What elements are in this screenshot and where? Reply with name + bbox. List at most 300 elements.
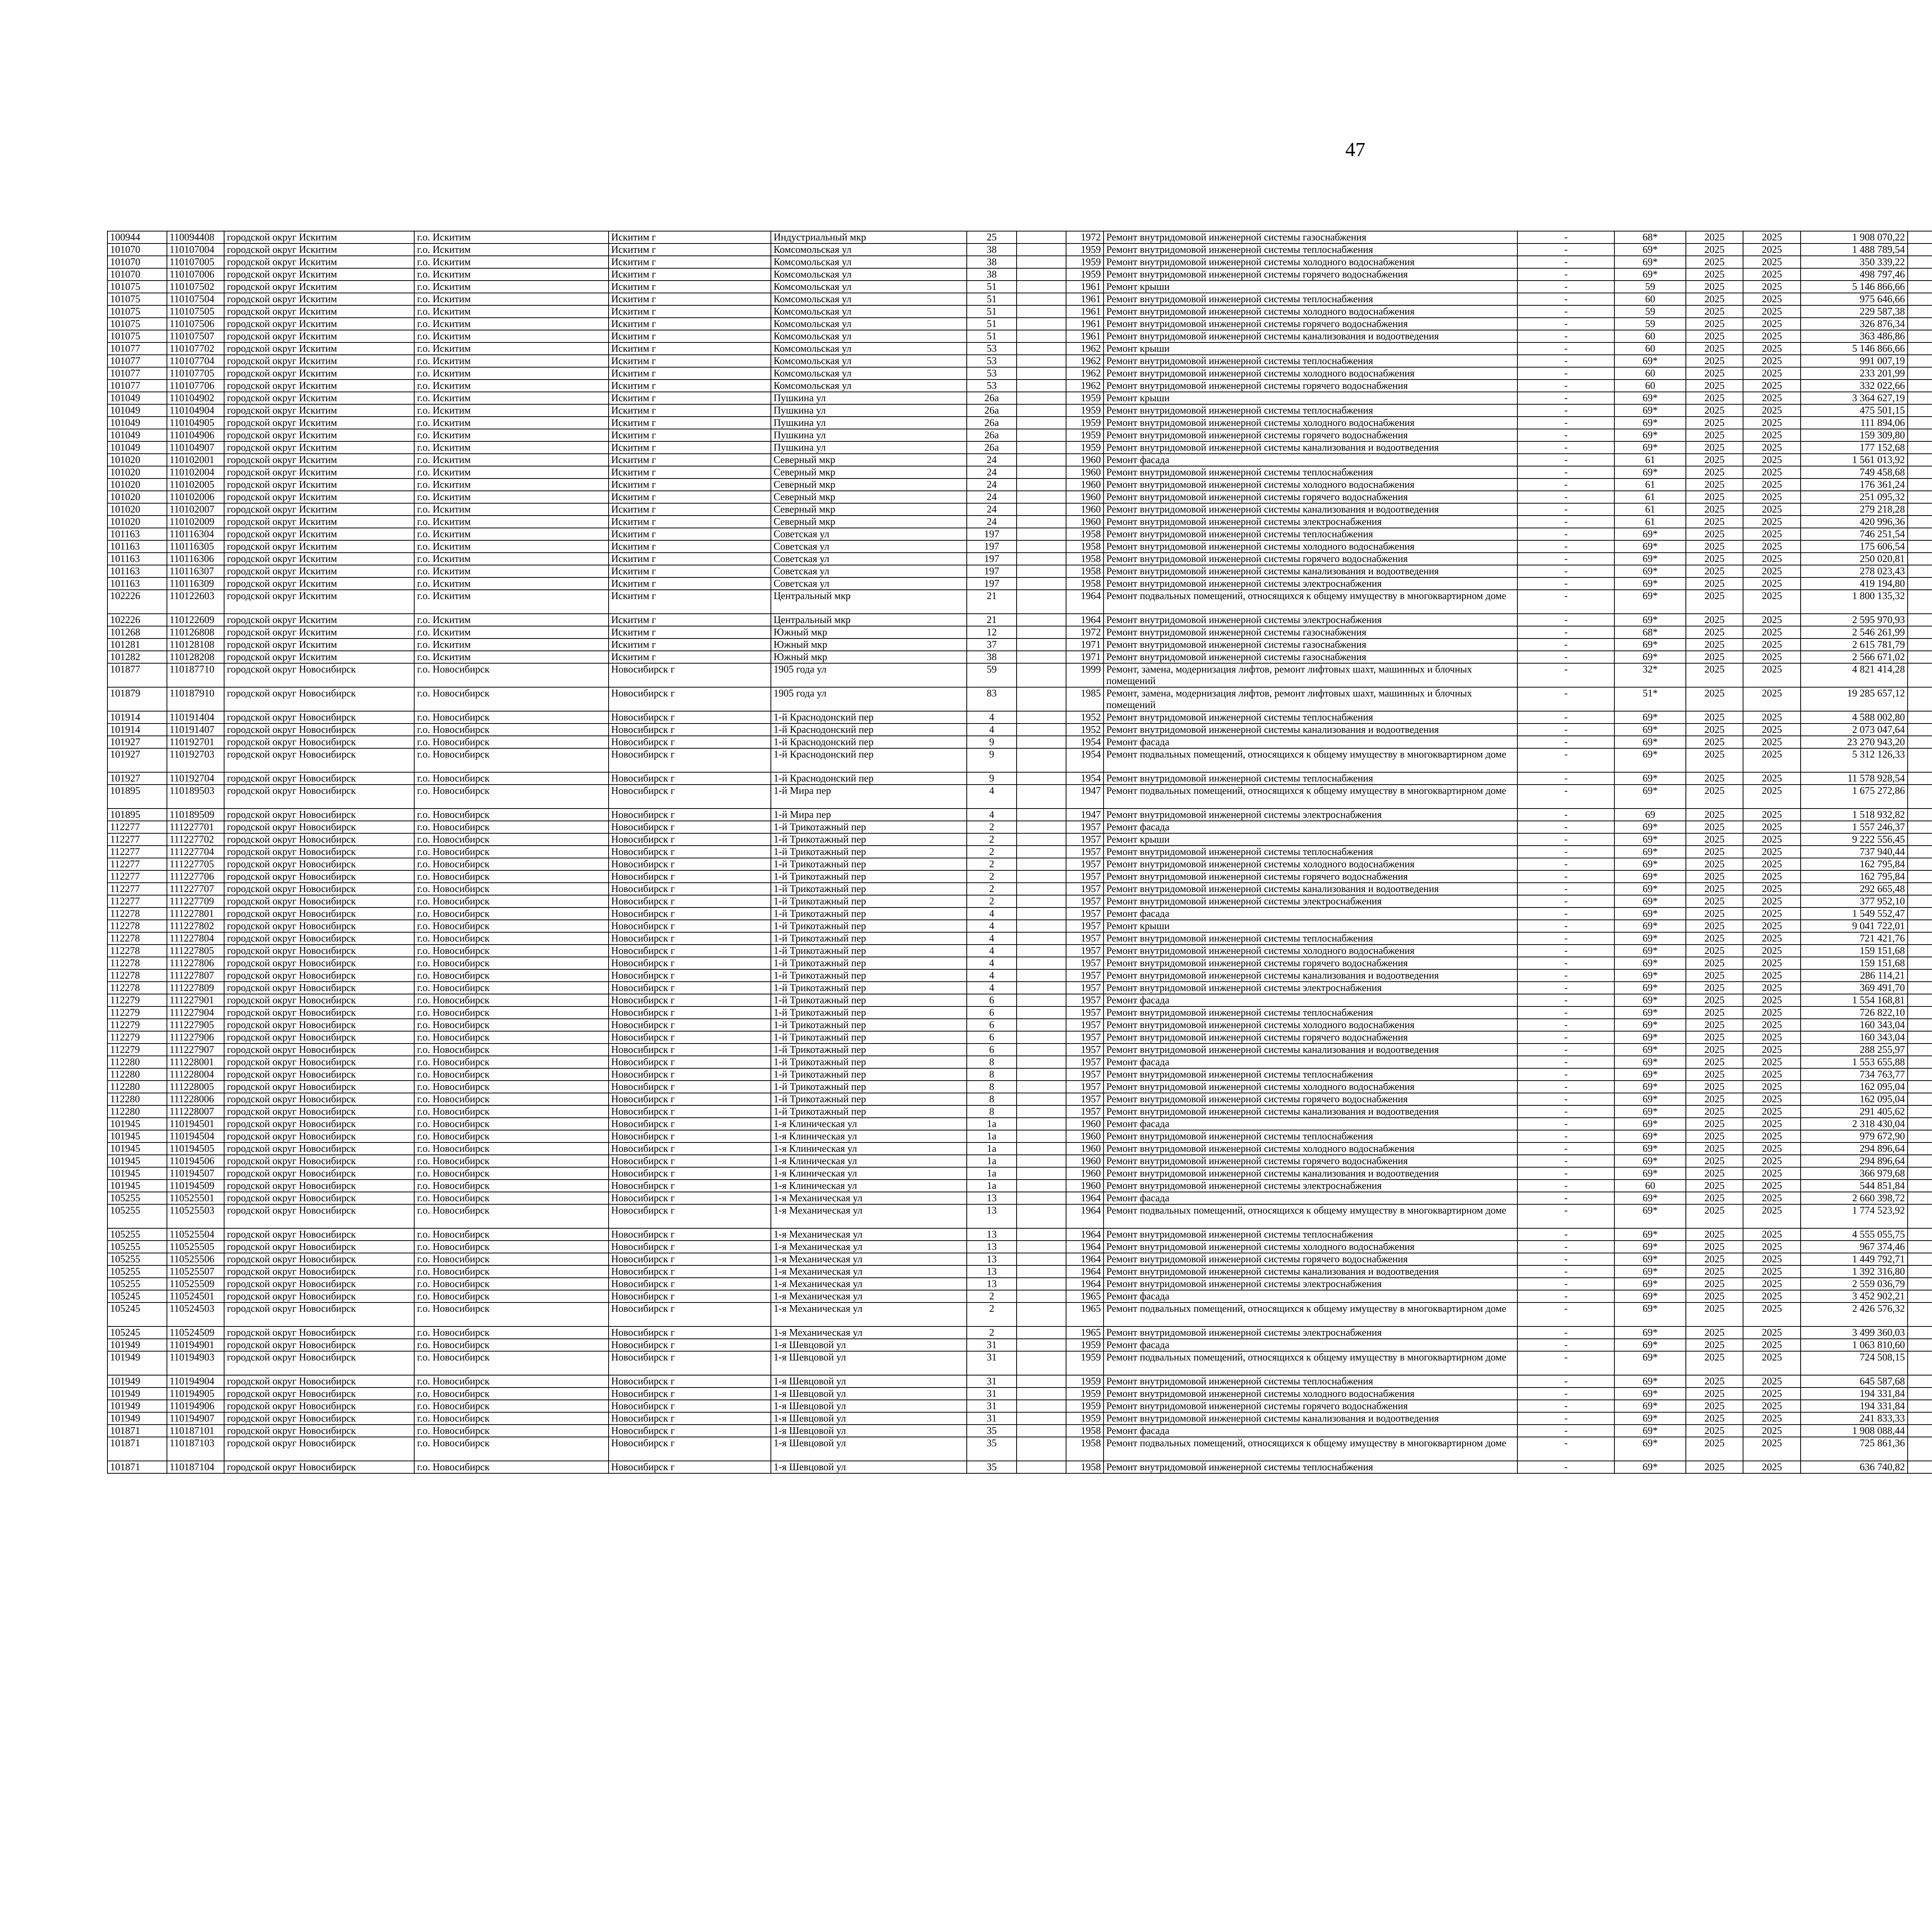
cell-year-built: 1957 [1066, 1006, 1104, 1019]
cell-work-type: Ремонт фасада [1104, 1290, 1517, 1302]
cell-house-id: 105245 [107, 1290, 167, 1302]
table-row [107, 736, 1932, 748]
cell-building [1017, 503, 1066, 516]
cell-total-cost: 175 606,54 [1801, 540, 1908, 553]
cell-work-id: 111228005 [167, 1081, 224, 1093]
cell-municipal-district: городской округ Новосибирск [224, 1290, 414, 1302]
cell-work-type: Ремонт внутридомовой инженерной системы канализования и водоотведения [1104, 565, 1517, 577]
table-row [107, 687, 1932, 711]
cell-end-year: 2025 [1743, 748, 1801, 772]
cell-unit: - [1517, 895, 1614, 907]
cell-municipality: г.о. Новосибирск [414, 1093, 608, 1105]
cell-total-cost: 292 665,48 [1801, 883, 1908, 895]
cell-street: 1-я Механическая ул [771, 1192, 967, 1204]
cell-work-id: 110187104 [167, 1461, 224, 1473]
cell-street: 1-й Трикотажный пер [771, 846, 967, 858]
cell-house-id: 101927 [107, 772, 167, 785]
cell-street: 1-й Трикотажный пер [771, 821, 967, 833]
cell-start-year: 2025 [1686, 785, 1743, 809]
cell-end-year: 2025 [1743, 268, 1801, 281]
cell-year-built: 1957 [1066, 870, 1104, 883]
cell-municipality: г.о. Новосибирск [414, 982, 608, 994]
cell-house-number: 31 [967, 1339, 1016, 1351]
cell-wear-percent: 59 [1614, 281, 1686, 293]
table-row [107, 870, 1932, 883]
cell-total-cost: 294 896,64 [1801, 1155, 1908, 1167]
table-row [107, 1290, 1932, 1302]
cell-house-id: 101927 [107, 748, 167, 772]
cell-wear-percent: 69* [1614, 1388, 1686, 1400]
cell-end-year: 2025 [1743, 553, 1801, 565]
cell-work-type: Ремонт фасада [1104, 1192, 1517, 1204]
cell-total-cost: 419 194,80 [1801, 577, 1908, 590]
cell-wear-percent: 69* [1614, 1006, 1686, 1019]
cell-fund-cost [1908, 281, 1932, 293]
cell-municipality: г.о. Новосибирск [414, 1118, 608, 1130]
cell-end-year: 2025 [1743, 1290, 1801, 1302]
cell-fund-cost [1908, 785, 1932, 809]
cell-municipality: г.о. Новосибирск [414, 1130, 608, 1142]
cell-building [1017, 1412, 1066, 1425]
cell-settlement: Искитим г [609, 342, 771, 355]
cell-year-built: 1960 [1066, 1155, 1104, 1167]
cell-work-id: 110525501 [167, 1192, 224, 1204]
cell-total-cost: 2 660 398,72 [1801, 1192, 1908, 1204]
cell-municipal-district: городской округ Новосибирск [224, 748, 414, 772]
cell-wear-percent: 51* [1614, 687, 1686, 711]
cell-start-year: 2025 [1686, 846, 1743, 858]
cell-building [1017, 1068, 1066, 1081]
cell-work-type: Ремонт внутридомовой инженерной системы горячего водоснабжения [1104, 1093, 1517, 1105]
table-row [107, 833, 1932, 846]
cell-work-type: Ремонт внутридомовой инженерной системы холодного водоснабжения [1104, 945, 1517, 957]
cell-unit: - [1517, 1278, 1614, 1290]
cell-settlement: Новосибирск г [609, 833, 771, 846]
cell-end-year: 2025 [1743, 330, 1801, 342]
cell-municipality: г.о. Новосибирск [414, 907, 608, 920]
cell-municipality: г.о. Новосибирск [414, 724, 608, 736]
cell-work-id: 110191404 [167, 711, 224, 724]
cell-total-cost: 3 499 360,03 [1801, 1326, 1908, 1339]
cell-settlement: Новосибирск г [609, 1180, 771, 1192]
cell-start-year: 2025 [1686, 809, 1743, 821]
cell-work-type: Ремонт фасада [1104, 1339, 1517, 1351]
cell-unit: - [1517, 342, 1614, 355]
cell-municipal-district: городской округ Новосибирск [224, 1412, 414, 1425]
cell-settlement: Искитим г [609, 577, 771, 590]
cell-unit: - [1517, 994, 1614, 1006]
cell-settlement: Новосибирск г [609, 1093, 771, 1105]
cell-fund-cost [1908, 404, 1932, 417]
cell-house-id: 101075 [107, 330, 167, 342]
cell-unit: - [1517, 1302, 1614, 1326]
cell-end-year: 2025 [1743, 355, 1801, 367]
cell-settlement: Новосибирск г [609, 907, 771, 920]
cell-house-id: 101077 [107, 355, 167, 367]
cell-unit: - [1517, 528, 1614, 540]
cell-end-year: 2025 [1743, 1412, 1801, 1425]
cell-unit: - [1517, 1044, 1614, 1056]
cell-work-id: 110104904 [167, 404, 224, 417]
cell-start-year: 2025 [1686, 1031, 1743, 1044]
cell-fund-cost [1908, 1019, 1932, 1031]
cell-unit: - [1517, 833, 1614, 846]
cell-settlement: Искитим г [609, 404, 771, 417]
cell-municipality: г.о. Искитим [414, 651, 608, 663]
cell-start-year: 2025 [1686, 724, 1743, 736]
cell-municipal-district: городской округ Новосибирск [224, 785, 414, 809]
cell-municipal-district: городской округ Искитим [224, 577, 414, 590]
cell-start-year: 2025 [1686, 1425, 1743, 1437]
cell-year-built: 1964 [1066, 1192, 1104, 1204]
cell-work-id: 110102006 [167, 491, 224, 503]
cell-fund-cost [1908, 1339, 1932, 1351]
cell-street: 1-й Трикотажный пер [771, 1056, 967, 1068]
cell-building [1017, 895, 1066, 907]
cell-municipal-district: городской округ Новосибирск [224, 870, 414, 883]
cell-municipality: г.о. Новосибирск [414, 1425, 608, 1437]
cell-building [1017, 243, 1066, 256]
cell-unit: - [1517, 1204, 1614, 1228]
cell-municipality: г.о. Новосибирск [414, 1290, 608, 1302]
cell-street: 1-я Шевцовой ул [771, 1351, 967, 1375]
cell-settlement: Новосибирск г [609, 1437, 771, 1461]
cell-end-year: 2025 [1743, 858, 1801, 870]
cell-wear-percent: 69* [1614, 256, 1686, 268]
cell-start-year: 2025 [1686, 895, 1743, 907]
cell-work-type: Ремонт внутридомовой инженерной системы канализования и водоотведения [1104, 1412, 1517, 1425]
cell-unit: - [1517, 1142, 1614, 1155]
cell-total-cost: 1 063 810,60 [1801, 1339, 1908, 1351]
cell-building [1017, 957, 1066, 969]
cell-total-cost: 2 595 970,93 [1801, 614, 1908, 626]
cell-municipality: г.о. Новосибирск [414, 1302, 608, 1326]
cell-work-type: Ремонт внутридомовой инженерной системы теплоснабжения [1104, 1228, 1517, 1241]
cell-building [1017, 1302, 1066, 1326]
cell-year-built: 1964 [1066, 1204, 1104, 1228]
cell-unit: - [1517, 1265, 1614, 1278]
cell-settlement: Новосибирск г [609, 1461, 771, 1473]
cell-building [1017, 590, 1066, 614]
cell-municipal-district: городской округ Новосибирск [224, 724, 414, 736]
table-row [107, 1339, 1932, 1351]
cell-street: 1-й Трикотажный пер [771, 969, 967, 982]
cell-wear-percent: 69* [1614, 1461, 1686, 1473]
cell-wear-percent: 69* [1614, 1400, 1686, 1412]
cell-municipal-district: городской округ Новосибирск [224, 1461, 414, 1473]
cell-house-id: 112279 [107, 1006, 167, 1019]
cell-total-cost: 1 549 552,47 [1801, 907, 1908, 920]
cell-building [1017, 330, 1066, 342]
cell-house-id: 112280 [107, 1105, 167, 1118]
cell-municipal-district: городской округ Искитим [224, 441, 414, 454]
cell-work-id: 110116309 [167, 577, 224, 590]
cell-municipal-district: городской округ Искитим [224, 626, 414, 638]
cell-wear-percent: 69* [1614, 846, 1686, 858]
cell-house-id: 105255 [107, 1192, 167, 1204]
cell-house-number: 21 [967, 590, 1016, 614]
cell-municipal-district: городской округ Новосибирск [224, 907, 414, 920]
cell-settlement: Искитим г [609, 638, 771, 651]
cell-end-year: 2025 [1743, 1302, 1801, 1326]
cell-end-year: 2025 [1743, 392, 1801, 404]
cell-wear-percent: 69* [1614, 711, 1686, 724]
cell-street: Северный мкр [771, 491, 967, 503]
cell-unit: - [1517, 380, 1614, 392]
table-row [107, 367, 1932, 380]
cell-work-type: Ремонт внутридомовой инженерной системы электроснабжения [1104, 577, 1517, 590]
cell-building [1017, 392, 1066, 404]
cell-settlement: Новосибирск г [609, 969, 771, 982]
cell-work-type: Ремонт фасада [1104, 1056, 1517, 1068]
cell-house-id: 101949 [107, 1375, 167, 1388]
cell-wear-percent: 69* [1614, 1412, 1686, 1425]
cell-work-id: 111228007 [167, 1105, 224, 1118]
cell-street: Центральный мкр [771, 614, 967, 626]
cell-street: Южный мкр [771, 626, 967, 638]
cell-house-id: 101075 [107, 293, 167, 305]
cell-work-id: 110104906 [167, 429, 224, 441]
cell-house-number: 26а [967, 404, 1016, 417]
cell-house-id: 101945 [107, 1180, 167, 1192]
cell-fund-cost [1908, 651, 1932, 663]
cell-wear-percent: 60 [1614, 380, 1686, 392]
cell-municipality: г.о. Искитим [414, 256, 608, 268]
cell-wear-percent: 69* [1614, 1326, 1686, 1339]
cell-house-number: 8 [967, 1093, 1016, 1105]
cell-work-id: 111227809 [167, 982, 224, 994]
cell-work-type: Ремонт внутридомовой инженерной системы теплоснабжения [1104, 932, 1517, 945]
cell-total-cost: 2 615 781,79 [1801, 638, 1908, 651]
cell-unit: - [1517, 516, 1614, 528]
cell-municipal-district: городской округ Новосибирск [224, 858, 414, 870]
cell-wear-percent: 60 [1614, 330, 1686, 342]
cell-settlement: Новосибирск г [609, 1253, 771, 1265]
cell-work-type: Ремонт внутридомовой инженерной системы канализования и водоотведения [1104, 441, 1517, 454]
cell-house-id: 101163 [107, 577, 167, 590]
cell-street: Комсомольская ул [771, 330, 967, 342]
cell-end-year: 2025 [1743, 590, 1801, 614]
cell-start-year: 2025 [1686, 392, 1743, 404]
cell-municipal-district: городской округ Искитим [224, 256, 414, 268]
cell-street: 1-я Шевцовой ул [771, 1461, 967, 1473]
cell-wear-percent: 69* [1614, 466, 1686, 478]
cell-end-year: 2025 [1743, 342, 1801, 355]
cell-unit: - [1517, 1400, 1614, 1412]
cell-building [1017, 858, 1066, 870]
cell-total-cost: 363 486,86 [1801, 330, 1908, 342]
table-row [107, 318, 1932, 330]
cell-house-id: 101049 [107, 404, 167, 417]
cell-house-id: 101020 [107, 503, 167, 516]
cell-street: 1-я Шевцовой ул [771, 1425, 967, 1437]
cell-municipality: г.о. Новосибирск [414, 1006, 608, 1019]
cell-municipal-district: городской округ Новосибирск [224, 1204, 414, 1228]
cell-year-built: 1960 [1066, 1130, 1104, 1142]
cell-street: 1-я Шевцовой ул [771, 1412, 967, 1425]
cell-building [1017, 1388, 1066, 1400]
cell-work-type: Ремонт крыши [1104, 920, 1517, 932]
cell-start-year: 2025 [1686, 748, 1743, 772]
cell-street: 1-й Трикотажный пер [771, 895, 967, 907]
cell-work-id: 110104907 [167, 441, 224, 454]
cell-fund-cost [1908, 441, 1932, 454]
cell-work-id: 110194505 [167, 1142, 224, 1155]
cell-settlement: Искитим г [609, 380, 771, 392]
cell-unit: - [1517, 454, 1614, 466]
cell-fund-cost [1908, 945, 1932, 957]
cell-work-id: 110194903 [167, 1351, 224, 1375]
cell-house-number: 2 [967, 1290, 1016, 1302]
table-row [107, 945, 1932, 957]
table-row [107, 330, 1932, 342]
cell-street: Комсомольская ул [771, 268, 967, 281]
cell-building [1017, 1031, 1066, 1044]
cell-settlement: Новосибирск г [609, 1031, 771, 1044]
cell-settlement: Новосибирск г [609, 1290, 771, 1302]
cell-end-year: 2025 [1743, 478, 1801, 491]
cell-street: Советская ул [771, 528, 967, 540]
cell-settlement: Новосибирск г [609, 1019, 771, 1031]
table-row [107, 809, 1932, 821]
cell-work-type: Ремонт подвальных помещений, относящихся к общему имуществу в многоквартирном доме [1104, 785, 1517, 809]
cell-settlement: Новосибирск г [609, 982, 771, 994]
cell-building [1017, 540, 1066, 553]
cell-municipality: г.о. Новосибирск [414, 663, 608, 687]
cell-total-cost: 9 041 722,01 [1801, 920, 1908, 932]
cell-settlement: Новосибирск г [609, 772, 771, 785]
cell-total-cost: 1 518 932,82 [1801, 809, 1908, 821]
cell-fund-cost [1908, 1167, 1932, 1180]
cell-building [1017, 907, 1066, 920]
cell-house-id: 112280 [107, 1068, 167, 1081]
cell-total-cost: 159 151,68 [1801, 957, 1908, 969]
cell-work-type: Ремонт внутридомовой инженерной системы холодного водоснабжения [1104, 858, 1517, 870]
cell-street: Комсомольская ул [771, 318, 967, 330]
cell-unit: - [1517, 1351, 1614, 1375]
cell-total-cost: 967 374,46 [1801, 1241, 1908, 1253]
cell-wear-percent: 69* [1614, 614, 1686, 626]
cell-municipality: г.о. Новосибирск [414, 1375, 608, 1388]
cell-total-cost: 5 312 126,33 [1801, 748, 1908, 772]
cell-total-cost: 724 508,15 [1801, 1351, 1908, 1375]
cell-building [1017, 1425, 1066, 1437]
cell-start-year: 2025 [1686, 466, 1743, 478]
cell-fund-cost [1908, 1388, 1932, 1400]
cell-house-number: 51 [967, 281, 1016, 293]
cell-building [1017, 565, 1066, 577]
cell-end-year: 2025 [1743, 994, 1801, 1006]
cell-building [1017, 305, 1066, 318]
cell-municipal-district: городской округ Новосибирск [224, 809, 414, 821]
cell-work-type: Ремонт фасада [1104, 1118, 1517, 1130]
cell-fund-cost [1908, 736, 1932, 748]
table-row [107, 821, 1932, 833]
cell-house-id: 101049 [107, 417, 167, 429]
cell-settlement: Новосибирск г [609, 1192, 771, 1204]
cell-street: Пушкина ул [771, 429, 967, 441]
cell-house-id: 112277 [107, 833, 167, 846]
cell-wear-percent: 69* [1614, 590, 1686, 614]
cell-building [1017, 846, 1066, 858]
cell-work-id: 111228004 [167, 1068, 224, 1081]
cell-wear-percent: 61 [1614, 503, 1686, 516]
cell-settlement: Искитим г [609, 491, 771, 503]
cell-total-cost: 194 331,84 [1801, 1400, 1908, 1412]
cell-total-cost: 278 023,43 [1801, 565, 1908, 577]
cell-total-cost: 377 952,10 [1801, 895, 1908, 907]
cell-house-id: 112277 [107, 870, 167, 883]
cell-wear-percent: 69* [1614, 1192, 1686, 1204]
cell-year-built: 1957 [1066, 1068, 1104, 1081]
cell-start-year: 2025 [1686, 638, 1743, 651]
cell-settlement: Искитим г [609, 231, 771, 243]
cell-municipal-district: городской округ Новосибирск [224, 1253, 414, 1265]
cell-building [1017, 772, 1066, 785]
cell-unit: - [1517, 772, 1614, 785]
cell-start-year: 2025 [1686, 1437, 1743, 1461]
cell-work-id: 111227704 [167, 846, 224, 858]
cell-work-type: Ремонт внутридомовой инженерной системы канализования и водоотведения [1104, 883, 1517, 895]
table-body [107, 231, 1932, 1473]
cell-fund-cost [1908, 577, 1932, 590]
cell-building [1017, 256, 1066, 268]
cell-municipality: г.о. Новосибирск [414, 1351, 608, 1375]
cell-house-id: 101163 [107, 528, 167, 540]
cell-street: Комсомольская ул [771, 367, 967, 380]
table-row [107, 243, 1932, 256]
cell-start-year: 2025 [1686, 651, 1743, 663]
cell-work-type: Ремонт внутридомовой инженерной системы электроснабжения [1104, 1278, 1517, 1290]
table-row [107, 1375, 1932, 1388]
cell-year-built: 1964 [1066, 1253, 1104, 1265]
cell-year-built: 1947 [1066, 809, 1104, 821]
cell-street: 1-я Клиническая ул [771, 1155, 967, 1167]
cell-settlement: Искитим г [609, 429, 771, 441]
cell-building [1017, 626, 1066, 638]
cell-house-number: 13 [967, 1265, 1016, 1278]
cell-year-built: 1957 [1066, 957, 1104, 969]
cell-building [1017, 454, 1066, 466]
cell-work-id: 111227905 [167, 1019, 224, 1031]
cell-total-cost: 726 822,10 [1801, 1006, 1908, 1019]
cell-house-id: 101949 [107, 1339, 167, 1351]
cell-year-built: 1964 [1066, 590, 1104, 614]
table-row [107, 392, 1932, 404]
cell-unit: - [1517, 821, 1614, 833]
cell-house-number: 26а [967, 441, 1016, 454]
cell-work-type: Ремонт внутридомовой инженерной системы канализования и водоотведения [1104, 969, 1517, 982]
cell-total-cost: 159 151,68 [1801, 945, 1908, 957]
cell-settlement: Новосибирск г [609, 883, 771, 895]
cell-municipality: г.о. Новосибирск [414, 1412, 608, 1425]
cell-work-type: Ремонт внутридомовой инженерной системы газоснабжения [1104, 626, 1517, 638]
cell-work-id: 110525507 [167, 1265, 224, 1278]
cell-wear-percent: 69* [1614, 724, 1686, 736]
table-row [107, 651, 1932, 663]
cell-year-built: 1958 [1066, 553, 1104, 565]
table-row [107, 638, 1932, 651]
cell-work-id: 110122603 [167, 590, 224, 614]
cell-fund-cost [1908, 1056, 1932, 1068]
cell-end-year: 2025 [1743, 1167, 1801, 1180]
cell-municipality: г.о. Искитим [414, 454, 608, 466]
cell-start-year: 2025 [1686, 1068, 1743, 1081]
cell-municipality: г.о. Новосибирск [414, 1228, 608, 1241]
cell-total-cost: 11 578 928,54 [1801, 772, 1908, 785]
cell-year-built: 1964 [1066, 1278, 1104, 1290]
cell-total-cost: 291 405,62 [1801, 1105, 1908, 1118]
